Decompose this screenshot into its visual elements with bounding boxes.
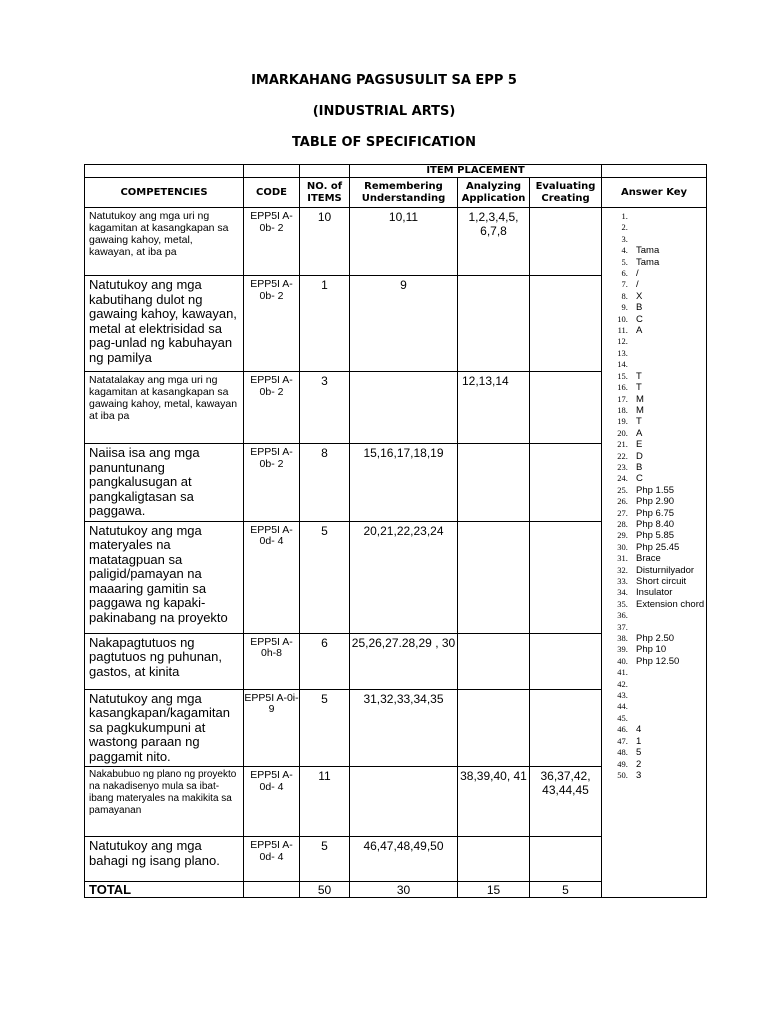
answer-item — [630, 565, 706, 576]
answer-text: A — [636, 325, 643, 337]
items-cell: 5 — [300, 837, 350, 882]
competency-cell: Natatalakay ang mga uri ng kagamitan at kasangkapan sa gawaing kahoy, metal, kawayan at iba pa — [85, 372, 244, 444]
answer-item — [630, 736, 706, 747]
answer-item — [630, 211, 706, 222]
answer-text: / — [636, 268, 639, 280]
answer-item — [630, 690, 706, 701]
code-cell: EPP5I A-0b- 2 — [244, 208, 300, 276]
answer-text — [630, 622, 636, 633]
answer-text: 2 — [636, 758, 642, 770]
remembering-cell: 9 — [350, 276, 458, 372]
answer-text — [630, 348, 636, 359]
answer-text: Php 2.90 — [636, 496, 675, 508]
answer-text: Php 10 — [636, 644, 667, 656]
answer-key-list — [606, 211, 706, 781]
answer-item — [630, 701, 706, 712]
answer-text: Php 2.50 — [636, 633, 675, 645]
answer-item — [630, 599, 706, 610]
competency-cell: Naiisa isa ang mga panuntunang pangkalusugan at pangkaligtasan sa paggawa. — [85, 444, 244, 522]
remembering-cell: 25,26,27.28,29 , 30 — [350, 633, 458, 689]
answer-text — [630, 690, 636, 701]
evaluating-cell — [530, 372, 602, 444]
answer-item — [630, 222, 706, 233]
header-remembering: Remembering Understanding — [350, 178, 458, 208]
evaluating-cell: 36,37,42, 43,44,45 — [530, 767, 602, 837]
answer-item — [630, 279, 706, 290]
table-title: TABLE OF SPECIFICATION — [291, 135, 477, 150]
code-cell: EPP5I A-0d- 4 — [244, 837, 300, 882]
answer-text: Php 6.75 — [636, 507, 675, 519]
header-items: NO. of ITEMS — [300, 178, 350, 208]
evaluating-cell — [530, 521, 602, 633]
answer-text: Short circuit — [636, 576, 687, 587]
answer-text: Insulator — [636, 587, 673, 599]
table-row — [85, 208, 707, 276]
answer-item — [630, 268, 706, 279]
answer-item — [630, 633, 706, 644]
answer-item — [630, 587, 706, 598]
answer-item — [630, 394, 706, 405]
answer-text: A — [636, 427, 643, 439]
items-cell: 10 — [300, 208, 350, 276]
answer-item — [630, 245, 706, 256]
answer-text: B — [636, 302, 643, 314]
answer-item — [630, 496, 706, 507]
code-cell: EPP5I A-0i-9 — [244, 689, 300, 767]
code-cell: EPP5I A-0h-8 — [244, 633, 300, 689]
answer-item — [630, 473, 706, 484]
code-cell: EPP5I A-0b- 2 — [244, 444, 300, 522]
answer-item — [630, 348, 706, 359]
analyzing-cell — [458, 837, 530, 882]
answer-text: T — [636, 382, 642, 394]
answer-text — [630, 701, 636, 712]
answer-text: Brace — [636, 553, 661, 565]
answer-item — [630, 759, 706, 770]
answer-text: E — [636, 439, 643, 451]
answer-item — [630, 462, 706, 473]
answer-text: / — [636, 279, 639, 291]
answer-item — [630, 519, 706, 530]
answer-text: X — [636, 290, 643, 302]
items-cell: 11 — [300, 767, 350, 837]
answer-item — [630, 667, 706, 678]
remembering-cell — [350, 767, 458, 837]
answer-item — [630, 644, 706, 655]
evaluating-cell — [530, 689, 602, 767]
answer-item — [630, 576, 706, 587]
answer-text: C — [636, 313, 643, 325]
items-cell: 3 — [300, 372, 350, 444]
answer-text: Extension chord — [636, 598, 705, 610]
answer-item — [630, 314, 706, 325]
analyzing-cell: 38,39,40, 41 — [458, 767, 530, 837]
code-cell: EPP5I A-0d- 4 — [244, 767, 300, 837]
answer-item — [630, 553, 706, 564]
header-code: CODE — [244, 178, 300, 208]
items-cell: 6 — [300, 633, 350, 689]
answer-text — [630, 679, 636, 690]
answer-item — [630, 724, 706, 735]
code-cell: EPP5I A-0b- 2 — [244, 372, 300, 444]
total-remembering: 30 — [350, 882, 458, 898]
total-analyzing: 15 — [458, 882, 530, 898]
competency-cell: Nakabubuo ng plano ng proyekto na nakadisenyo mula sa ibat-ibang materyales na makikita sa pamayanan — [85, 767, 244, 837]
analyzing-cell — [458, 689, 530, 767]
evaluating-cell — [530, 276, 602, 372]
answer-text: Php 1.55 — [636, 484, 675, 496]
answer-text: 5 — [636, 747, 642, 759]
answer-item — [630, 405, 706, 416]
answer-text: Php 12.50 — [636, 655, 680, 667]
answer-text — [630, 211, 636, 222]
answer-key-cell — [602, 208, 707, 898]
items-cell: 5 — [300, 689, 350, 767]
code-cell: EPP5I A-0d- 4 — [244, 521, 300, 633]
items-cell: 8 — [300, 444, 350, 522]
header-analyzing: Analyzing Application — [458, 178, 530, 208]
evaluating-cell — [530, 837, 602, 882]
items-cell: 5 — [300, 521, 350, 633]
answer-item — [630, 291, 706, 302]
answer-text — [630, 713, 636, 724]
answer-text: D — [636, 450, 643, 462]
answer-item — [630, 485, 706, 496]
answer-text: Tama — [636, 245, 660, 257]
code-cell: EPP5I A-0b- 2 — [244, 276, 300, 372]
answer-item — [630, 610, 706, 621]
answer-text: Php 8.40 — [636, 518, 675, 530]
competency-cell: Natutukoy ang mga kasangkapan/kagamitan sa pagkukumpuni at wastong paraan ng paggamit nito. — [85, 689, 244, 767]
remembering-cell — [350, 372, 458, 444]
answer-text — [630, 336, 636, 347]
answer-text: M — [636, 393, 644, 405]
answer-item — [630, 713, 706, 724]
remembering-cell: 10,11 — [350, 208, 458, 276]
answer-item — [630, 302, 706, 313]
answer-item — [630, 622, 706, 633]
remembering-cell: 15,16,17,18,19 — [350, 444, 458, 522]
answer-text — [630, 222, 636, 233]
answer-item — [630, 656, 706, 667]
answer-text: Php 25.45 — [636, 541, 680, 553]
analyzing-cell — [458, 444, 530, 522]
answer-text: C — [636, 473, 643, 485]
answer-item — [630, 428, 706, 439]
answer-text — [630, 234, 636, 245]
answer-text: Php 5.85 — [636, 530, 675, 542]
answer-item — [630, 770, 706, 781]
header-competencies: COMPETENCIES — [85, 178, 244, 208]
answer-item — [630, 359, 706, 370]
header-evaluating: Evaluating Creating — [530, 178, 602, 208]
answer-text: T — [636, 416, 642, 428]
answer-text — [630, 359, 636, 370]
answer-text — [630, 610, 636, 621]
evaluating-cell — [530, 633, 602, 689]
competency-cell: Natutukoy ang mga bahagi ng isang plano. — [85, 837, 244, 882]
answer-item — [630, 325, 706, 336]
answer-item — [630, 234, 706, 245]
total-items: 50 — [300, 882, 350, 898]
answer-item — [630, 257, 706, 268]
analyzing-cell — [458, 633, 530, 689]
specification-table — [84, 164, 707, 898]
answer-text: 1 — [636, 735, 642, 747]
document-subtitle: (INDUSTRIAL ARTS) — [312, 104, 456, 119]
answer-text: B — [636, 461, 643, 473]
remembering-cell: 20,21,22,23,24 — [350, 521, 458, 633]
competency-cell: Nakapagtutuos ng pagtutuos ng puhunan, gastos, at kinita — [85, 633, 244, 689]
total-label: TOTAL — [85, 882, 244, 898]
competency-cell: Natutukoy ang mga materyales na matatagpuan sa paligid/pamayan na maaaring gamitin sa paggawa ng kapaki-pakinabang na proyekto — [85, 521, 244, 633]
total-evaluating: 5 — [530, 882, 602, 898]
evaluating-cell — [530, 444, 602, 522]
document-title: IMARKAHANG PAGSUSULIT SA EPP 5 — [251, 73, 517, 88]
competency-cell: Natutukoy ang mga kabutihang dulot ng gawaing kahoy, kawayan, metal at elektrisidad sa pag-unlad ng kabuhayan ng pamilya — [85, 276, 244, 372]
answer-item — [630, 542, 706, 553]
answer-item — [630, 679, 706, 690]
answer-item — [630, 439, 706, 450]
competency-cell: Natutukoy ang mga uri ng kagamitan at kasangkapan sa gawaing kahoy, metal, kawayan, at iba pa — [85, 208, 244, 276]
analyzing-cell: 1,2,3,4,5, 6,7,8 — [458, 208, 530, 276]
answer-item — [630, 416, 706, 427]
answer-text: M — [636, 404, 644, 416]
header-answer-key: Answer Key — [602, 178, 707, 208]
remembering-cell: 46,47,48,49,50 — [350, 837, 458, 882]
answer-text — [630, 667, 636, 678]
answer-item — [630, 530, 706, 541]
answer-item — [630, 371, 706, 382]
answer-text: Disturnilyador — [636, 564, 695, 576]
answer-item — [630, 336, 706, 347]
answer-text: Tama — [636, 256, 660, 268]
answer-item — [630, 451, 706, 462]
answer-item — [630, 747, 706, 758]
answer-item — [630, 382, 706, 393]
answer-text: 3 — [636, 769, 642, 781]
answer-item — [630, 508, 706, 519]
analyzing-cell: 12,13,14 — [458, 372, 530, 444]
items-cell: 1 — [300, 276, 350, 372]
analyzing-cell — [458, 276, 530, 372]
remembering-cell: 31,32,33,34,35 — [350, 689, 458, 767]
answer-text: T — [636, 370, 642, 382]
answer-text: 4 — [636, 724, 642, 736]
header-item-placement: ITEM PLACEMENT — [350, 165, 602, 178]
analyzing-cell — [458, 521, 530, 633]
evaluating-cell — [530, 208, 602, 276]
